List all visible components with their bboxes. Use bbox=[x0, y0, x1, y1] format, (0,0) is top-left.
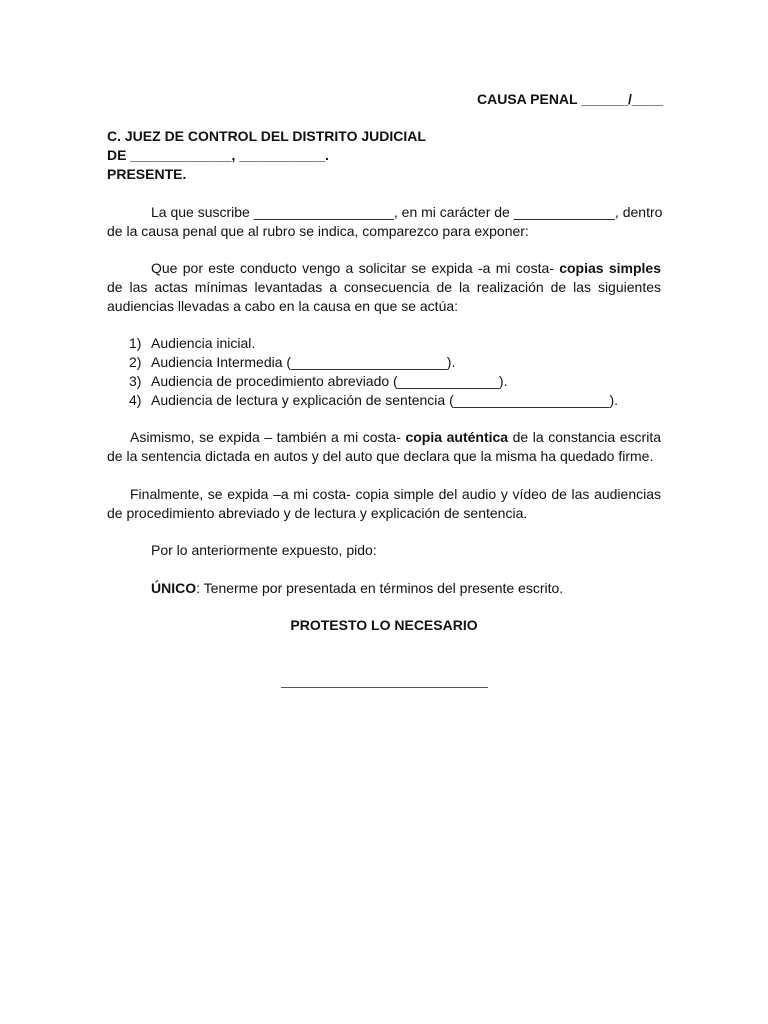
list-item bbox=[129, 334, 618, 353]
also-paragraph bbox=[107, 428, 661, 466]
also-bold: copia auténtica bbox=[405, 429, 509, 445]
request-text-1: Que por este conducto vengo a solicitar se expida -a mi costa- bbox=[151, 260, 560, 276]
list-item-number: 1) bbox=[129, 335, 142, 351]
intro-line-2: de la causa penal que al rubro se indica, comparezco para exponer: bbox=[107, 223, 529, 239]
unique-bold: ÚNICO bbox=[151, 580, 197, 596]
addressee-line-1: C. JUEZ DE CONTROL DEL DISTRITO JUDICIAL bbox=[107, 128, 426, 144]
also-text-2: de la constancia escrita de la sentencia dictada en autos y del auto que declara que la misma ha quedado firme. bbox=[107, 429, 662, 464]
list-item bbox=[129, 391, 618, 410]
request-paragraph bbox=[107, 259, 661, 316]
unique-paragraph bbox=[151, 579, 563, 598]
list-item-text: Audiencia de procedimiento abreviado (_____________). bbox=[151, 373, 508, 389]
case-number-header: CAUSA PENAL ______/____ bbox=[477, 91, 663, 107]
unique-text: : Tenerme por presentada en términos del presente escrito. bbox=[196, 580, 564, 596]
list-item-number: 3) bbox=[129, 373, 142, 389]
list-item bbox=[129, 353, 618, 372]
list-item-number: 2) bbox=[129, 354, 142, 370]
finally-paragraph bbox=[107, 485, 661, 523]
conclusion-text: Por lo anteriormente expuesto, pido: bbox=[151, 542, 377, 558]
intro-line-1: La que suscribe __________________, en mi carácter de _____________, dentro bbox=[151, 204, 663, 220]
finally-text: Finalmente, se expida –a mi costa- copia simple del audio y vídeo de las audiencias de procedimiento abreviado y de lectura y explicación de sentencia. bbox=[107, 486, 661, 521]
list-item-number: 4) bbox=[129, 392, 142, 408]
closing-text: PROTESTO LO NECESARIO bbox=[290, 617, 478, 633]
hearings-list bbox=[129, 334, 618, 410]
list-item bbox=[129, 372, 618, 391]
also-text-1: Asimismo, se expida – también a mi costa- bbox=[130, 429, 406, 445]
list-item-text: Audiencia de lectura y explicación de sentencia (____________________). bbox=[151, 392, 619, 408]
addressee-line-3: PRESENTE. bbox=[107, 166, 187, 182]
signature-line bbox=[281, 687, 488, 688]
addressee-line-2: DE _____________, ___________. bbox=[107, 147, 329, 163]
request-bold: copias simples bbox=[559, 260, 661, 276]
request-text-2: de las actas mínimas levantadas a consecuencia de la realización de las siguientes audiencias llevadas a cabo en la causa en que se actúa: bbox=[107, 279, 661, 314]
list-item-text: Audiencia Intermedia (____________________). bbox=[151, 354, 456, 370]
list-item-text: Audiencia inicial. bbox=[151, 335, 256, 351]
